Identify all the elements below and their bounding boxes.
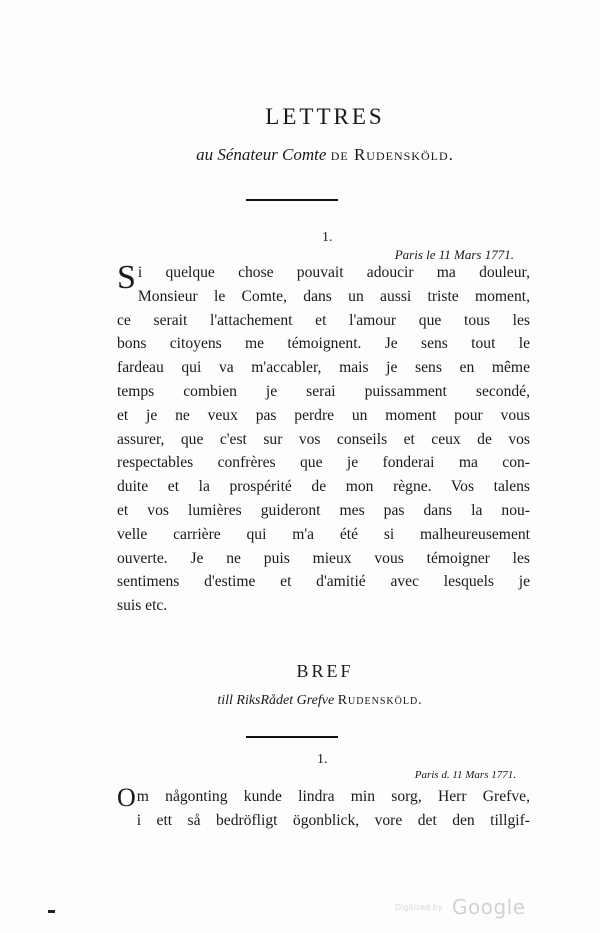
section-heading: BREF <box>296 661 354 681</box>
text-line: velle carrière qui m'a été si malheureusement <box>117 525 530 543</box>
text-line: sentimens d'estime et d'amitié avec lesquels je <box>117 573 530 591</box>
text-line: duite et la prospérité de mon règne. Vos talens <box>117 478 530 496</box>
letter-dateline: Paris le 11 Mars 1771. <box>394 247 514 262</box>
text-line: ouverte. Je ne puis mieux vous témoigner les <box>117 549 530 567</box>
letter-body-swedish <box>117 785 530 833</box>
letter-number: 1. <box>322 230 333 245</box>
drop-cap: O <box>117 783 136 812</box>
letter-number: 1. <box>317 752 328 767</box>
text-line: suis etc. <box>117 597 168 615</box>
text-line: bons citoyens me témoignent. Je sens tout le <box>117 335 530 353</box>
section-subtitle <box>0 693 600 709</box>
page-title: LETTRES <box>265 104 385 129</box>
text-line: Monsieur le Comte, dans un aussi triste moment, <box>137 287 530 305</box>
text-line: respectables confrères que je fonderai ma con- <box>117 454 530 472</box>
watermark-logo: Google <box>452 895 526 919</box>
text-line: ce serait l'attachement et l'amour que tous les <box>117 311 530 329</box>
letter-dateline: Paris d. 11 Mars 1771. <box>414 769 516 781</box>
section-divider <box>246 199 338 201</box>
drop-cap: S <box>117 259 136 296</box>
subtitle-prefix: au Sénateur Comte <box>196 145 331 164</box>
scan-mark <box>48 910 55 913</box>
text-line: fardeau qui va m'accabler, mais je sens en même <box>117 359 530 377</box>
watermark-prefix: Digitized by <box>395 903 443 912</box>
text-line: et vos lumières guideront mes pas dans la nou- <box>117 501 530 519</box>
text-line: et je ne veux pas perdre un moment pour vous <box>117 406 530 424</box>
section-divider <box>246 736 338 738</box>
text-line: m någonting kunde lindra min sorg, Herr Grefve, <box>136 788 530 805</box>
text-line: i ett så bedröfligt ögonblick, vore det den tillgif- <box>136 811 530 829</box>
letter-body-french <box>117 261 530 618</box>
subtitle-name: de Rudensköld. <box>330 145 454 164</box>
subtitle-name: Rudensköld. <box>337 693 423 708</box>
text-line: assurer, que c'est sur vos conseils et ceux de vos <box>117 430 530 448</box>
subtitle-prefix: till RiksRådet Grefve <box>217 693 338 708</box>
text-line: temps combien je serai puissamment secondé, <box>117 382 530 400</box>
text-line: i quelque chose pouvait adoucir ma douleur, <box>137 264 530 281</box>
page-subtitle <box>0 145 600 165</box>
